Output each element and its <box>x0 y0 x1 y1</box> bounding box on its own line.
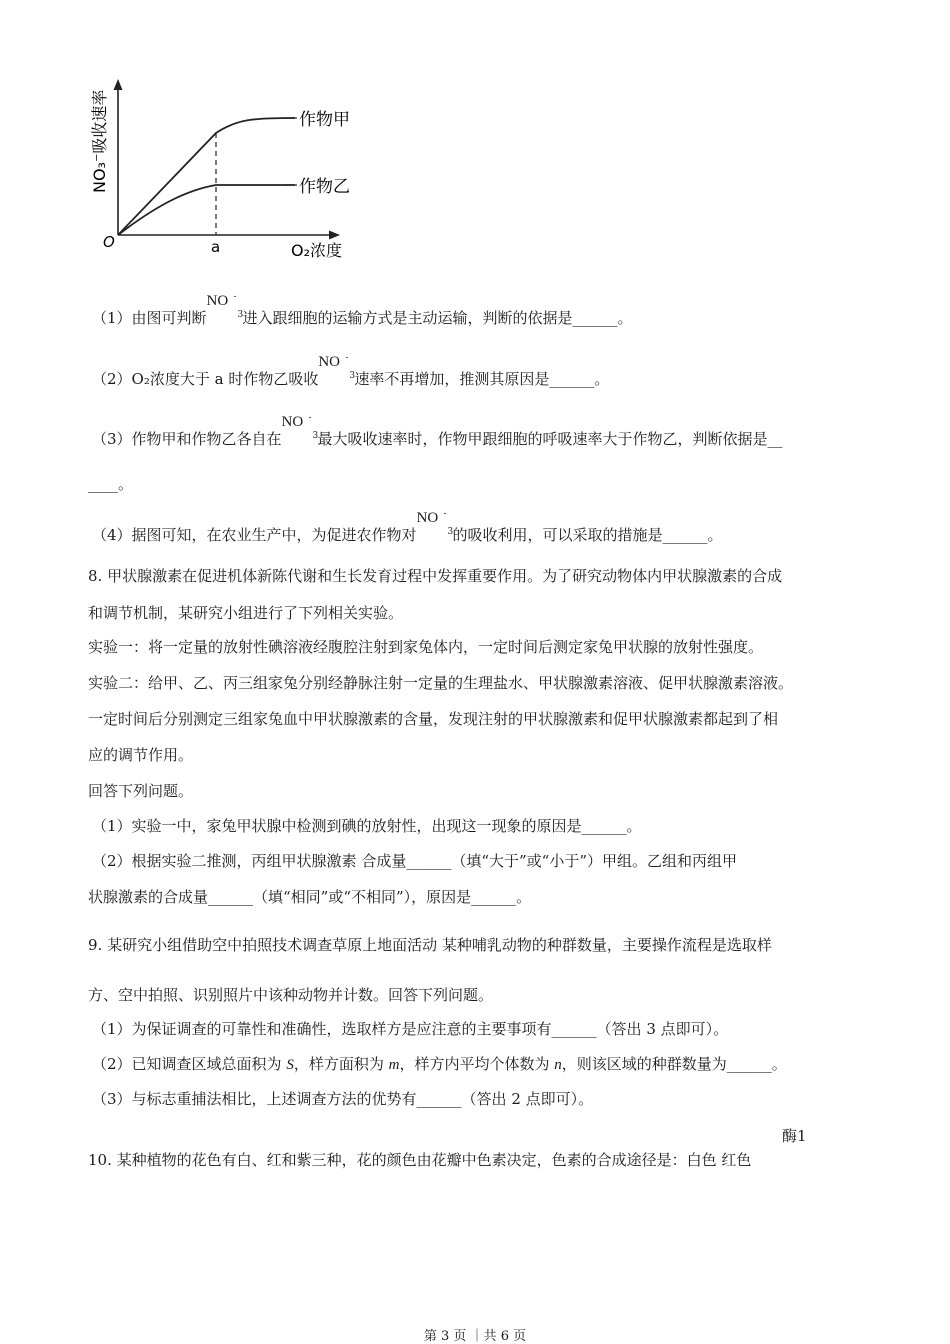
no3-uptake-graph <box>85 75 365 265</box>
q9-part2-mid1: ，样方面积为 <box>293 1055 389 1073</box>
q7-part3 <box>92 413 783 449</box>
no3-subscript: 3 <box>312 431 319 441</box>
no3-charge: - <box>233 292 237 302</box>
y-axis-label: NO₃⁻吸收速率 <box>90 89 109 193</box>
origin-label: O <box>103 233 115 251</box>
q9-stem-line2: 方、空中拍照、识别照片中该种动物并计数。回答下列问题。 <box>88 986 494 1004</box>
no3-formula <box>318 353 356 384</box>
no3-formula <box>281 413 319 444</box>
no3-subscript: 3 <box>349 371 356 381</box>
no3-base: NO <box>416 510 439 526</box>
var-n: n <box>554 1057 562 1073</box>
q8-experiment-2-line1: 实验二：给甲、乙、丙三组家兔分别经静脉注射一定量的生理盐水、甲状腺激素溶液、促甲状腺激素溶液。 <box>88 674 794 692</box>
q8-experiment-2-line3: 应的调节作用。 <box>88 746 194 764</box>
no3-charge: - <box>308 413 312 423</box>
q7-part3-lead: （3）作物甲和作物乙各自在 <box>92 430 282 448</box>
no3-subscript: 3 <box>237 310 244 320</box>
q7-part1-lead: （1）由图可判断 <box>92 309 207 327</box>
var-S: S <box>286 1057 294 1073</box>
q8-part2-line1: （2）根据实验二推测，丙组甲状腺激素 合成量______（填“大于”或“小于”）甲组。乙组和丙组甲 <box>92 852 737 870</box>
curve-1-label: 作物甲 <box>299 110 350 130</box>
curve-crop-jia <box>118 118 295 235</box>
q9-part2-lead: （2）已知调查区域总面积为 <box>92 1055 287 1073</box>
curve-2-label: 作物乙 <box>299 177 350 197</box>
page-footer: 第 3 页 ｜共 6 页 <box>423 1329 527 1344</box>
var-m: m <box>388 1057 400 1073</box>
enzyme-1-label: 酶1 <box>782 1127 807 1145</box>
no3-base: NO <box>318 354 341 370</box>
tick-a-label: a <box>211 238 221 256</box>
q8-experiment-1: 实验一：将一定量的放射性碘溶液经腹腔注射到家兔体内，一定时间后测定家兔甲状腺的放射性强度。 <box>88 638 764 656</box>
q9-part2-mid2: ，样方内平均个体数为 <box>399 1055 555 1073</box>
no3-formula <box>206 292 244 323</box>
q8-part1: （1）实验一中，家兔甲状腺中检测到碘的放射性，出现这一现象的原因是______。 <box>92 817 642 835</box>
q8-stem-line1: 8. 甲状腺激素在促进机体新陈代谢和生长发育过程中发挥重要作用。为了研究动物体内甲状腺激素的合成 <box>88 567 783 585</box>
q8-stem-line2: 和调节机制，某研究小组进行了下列相关实验。 <box>88 604 404 622</box>
q8-ask: 回答下列问题。 <box>88 782 194 800</box>
q7-part2-tail: 速率不再增加，推测其原因是______。 <box>354 370 610 388</box>
q10-stem-line1: 10. 某种植物的花色有白、红和紫三种，花的颜色由花瓣中色素决定，色素的合成途径是：白色 红色 <box>88 1151 752 1169</box>
q7-part1 <box>92 292 633 328</box>
no3-base: NO <box>206 293 229 309</box>
q7-part1-tail: 进入跟细胞的运输方式是主动运输，判断的依据是______。 <box>242 309 633 327</box>
y-axis-arrow <box>114 79 123 90</box>
no3-formula <box>416 509 454 540</box>
q8-experiment-2-line2: 一定时间后分别测定三组家兔血中甲状腺激素的含量，发现注射的甲状腺激素和促甲状腺激素都起到了相 <box>88 710 779 728</box>
q7-part2-lead: （2）O₂浓度大于 a 时作物乙吸收 <box>92 370 319 388</box>
q9-part2-tail: ，则该区域的种群数量为______。 <box>561 1055 787 1073</box>
q9-part1: （1）为保证调查的可靠性和准确性，选取样方是应注意的主要事项有______（答出 3 点即可）。 <box>92 1020 729 1038</box>
q7-part3-tail: 最大吸收速率时，作物甲跟细胞的呼吸速率大于作物乙，判断依据是__ <box>317 430 783 448</box>
no3-charge: - <box>345 353 349 363</box>
q9-part2 <box>92 1054 787 1075</box>
q9-stem-line1: 9. 某研究小组借助空中拍照技术调查草原上地面活动 某种哺乳动物的种群数量，主要操作流程是选取样 <box>88 936 772 954</box>
no3-base: NO <box>281 414 304 430</box>
q8-part2-line2: 状腺激素的合成量______（填“相同”或“不相同”），原因是______。 <box>88 888 532 906</box>
q9-part3: （3）与标志重捕法相比，上述调查方法的优势有______（答出 2 点即可）。 <box>92 1090 594 1108</box>
no3-charge: - <box>443 509 447 519</box>
q7-part3-continued: ____。 <box>88 475 134 493</box>
x-axis-label: O₂浓度 <box>291 241 343 260</box>
q7-part4 <box>92 509 723 545</box>
q7-part2 <box>92 353 610 389</box>
x-axis-arrow <box>329 231 340 240</box>
q7-part4-tail: 的吸收利用，可以采取的措施是______。 <box>452 526 723 544</box>
no3-subscript: 3 <box>447 527 454 537</box>
curve-crop-yi <box>118 185 295 235</box>
q7-part4-lead: （4）据图可知，在农业生产中，为促进农作物对 <box>92 526 417 544</box>
